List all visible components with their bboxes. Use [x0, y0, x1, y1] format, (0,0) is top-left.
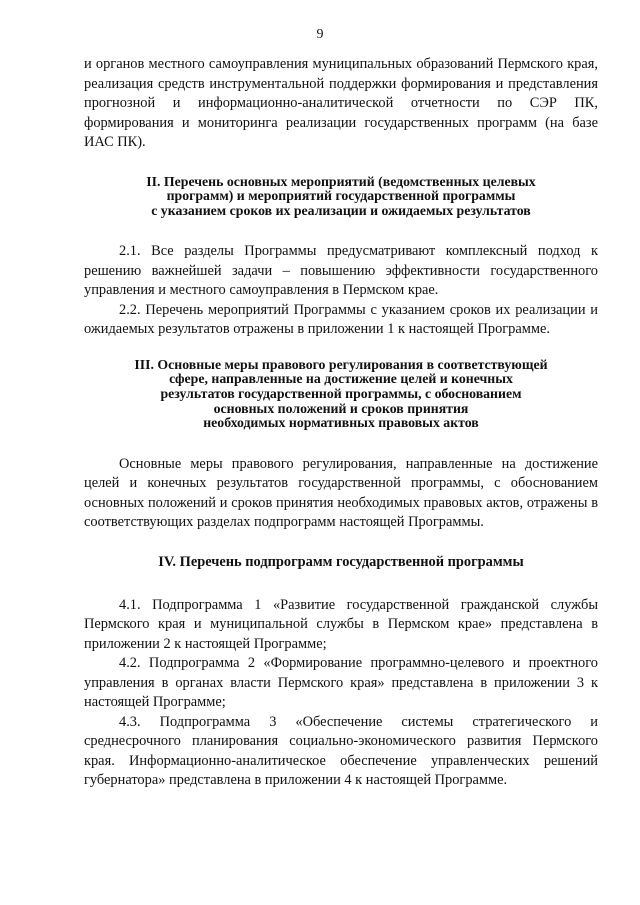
section-3-heading: III. Основные меры правового регулирования в соответствующей сфере, направленные на достижение целей и конечных результатов государственной программы, с обоснованием основных положений и сроков принятия необходимых нормативных правовых актов — [134, 356, 548, 431]
document-body — [84, 55, 598, 791]
section-4-heading: IV. Перечень подпрограмм государственной программы — [158, 553, 524, 570]
paragraph-4-2: 4.2. Подпрограмма 2 «Формирование программно-целевого и проектного управления в органах власти Пермского края» представлена в приложении 3 к настоящей Программе; — [84, 655, 598, 711]
spacer — [84, 218, 598, 242]
spacer — [84, 533, 598, 553]
intro-paragraph: и органов местного самоуправления муниципальных образований Пермского края, реализация средств инструментальной поддержки формирования и представления прогнозной и информационно-аналитической отчетности по СЭР ПК, формирования и мониторинга реализации государственных программ (на базе ИАС ПК). — [84, 56, 598, 150]
spacer — [84, 572, 598, 596]
paragraph-2-2: 2.2. Перечень мероприятий Программы с указанием сроков их реализации и ожидаемых результатов отражены в приложении 1 к настоящей Программе. — [84, 301, 598, 338]
paragraph-4-3: 4.3. Подпрограмма 3 «Обеспечение системы стратегического и среднесрочного планирования социально-экономического развития Пермского края. Информационно-аналитическое обеспечение управленческих решений губернатора» представлена в приложении 4 к настоящей Программе. — [84, 713, 598, 789]
paragraph-3-1: Основные меры правового регулирования, направленные на достижение целей и конечных результатов государственной программы, с обоснованием основных положений и сроков принятия необходимых правовых актов, отражены в соответствующих разделах подпрограмм настоящей Программы. — [84, 455, 598, 531]
spacer — [84, 340, 598, 358]
spacer — [84, 153, 598, 175]
paragraph-4-1: 4.1. Подпрограмма 1 «Развитие государственной гражданской службы Пермского края и муниципальной службы в Пермском крае» представлена в приложении 2 к настоящей Программе; — [84, 596, 598, 652]
section-2-heading: II. Перечень основных мероприятий (ведомственных целевых программ) и мероприятий государственной программы с указанием сроков их реализации и ожидаемых результатов — [146, 173, 536, 218]
page-number: 9 — [316, 27, 324, 42]
paragraph-2-1: 2.1. Все разделы Программы предусматривают комплексный подход к решению важнейшей задачи – повышению эффективности государственного управления и местного самоуправления в Пермском крае. — [84, 243, 598, 299]
spacer — [84, 431, 598, 455]
